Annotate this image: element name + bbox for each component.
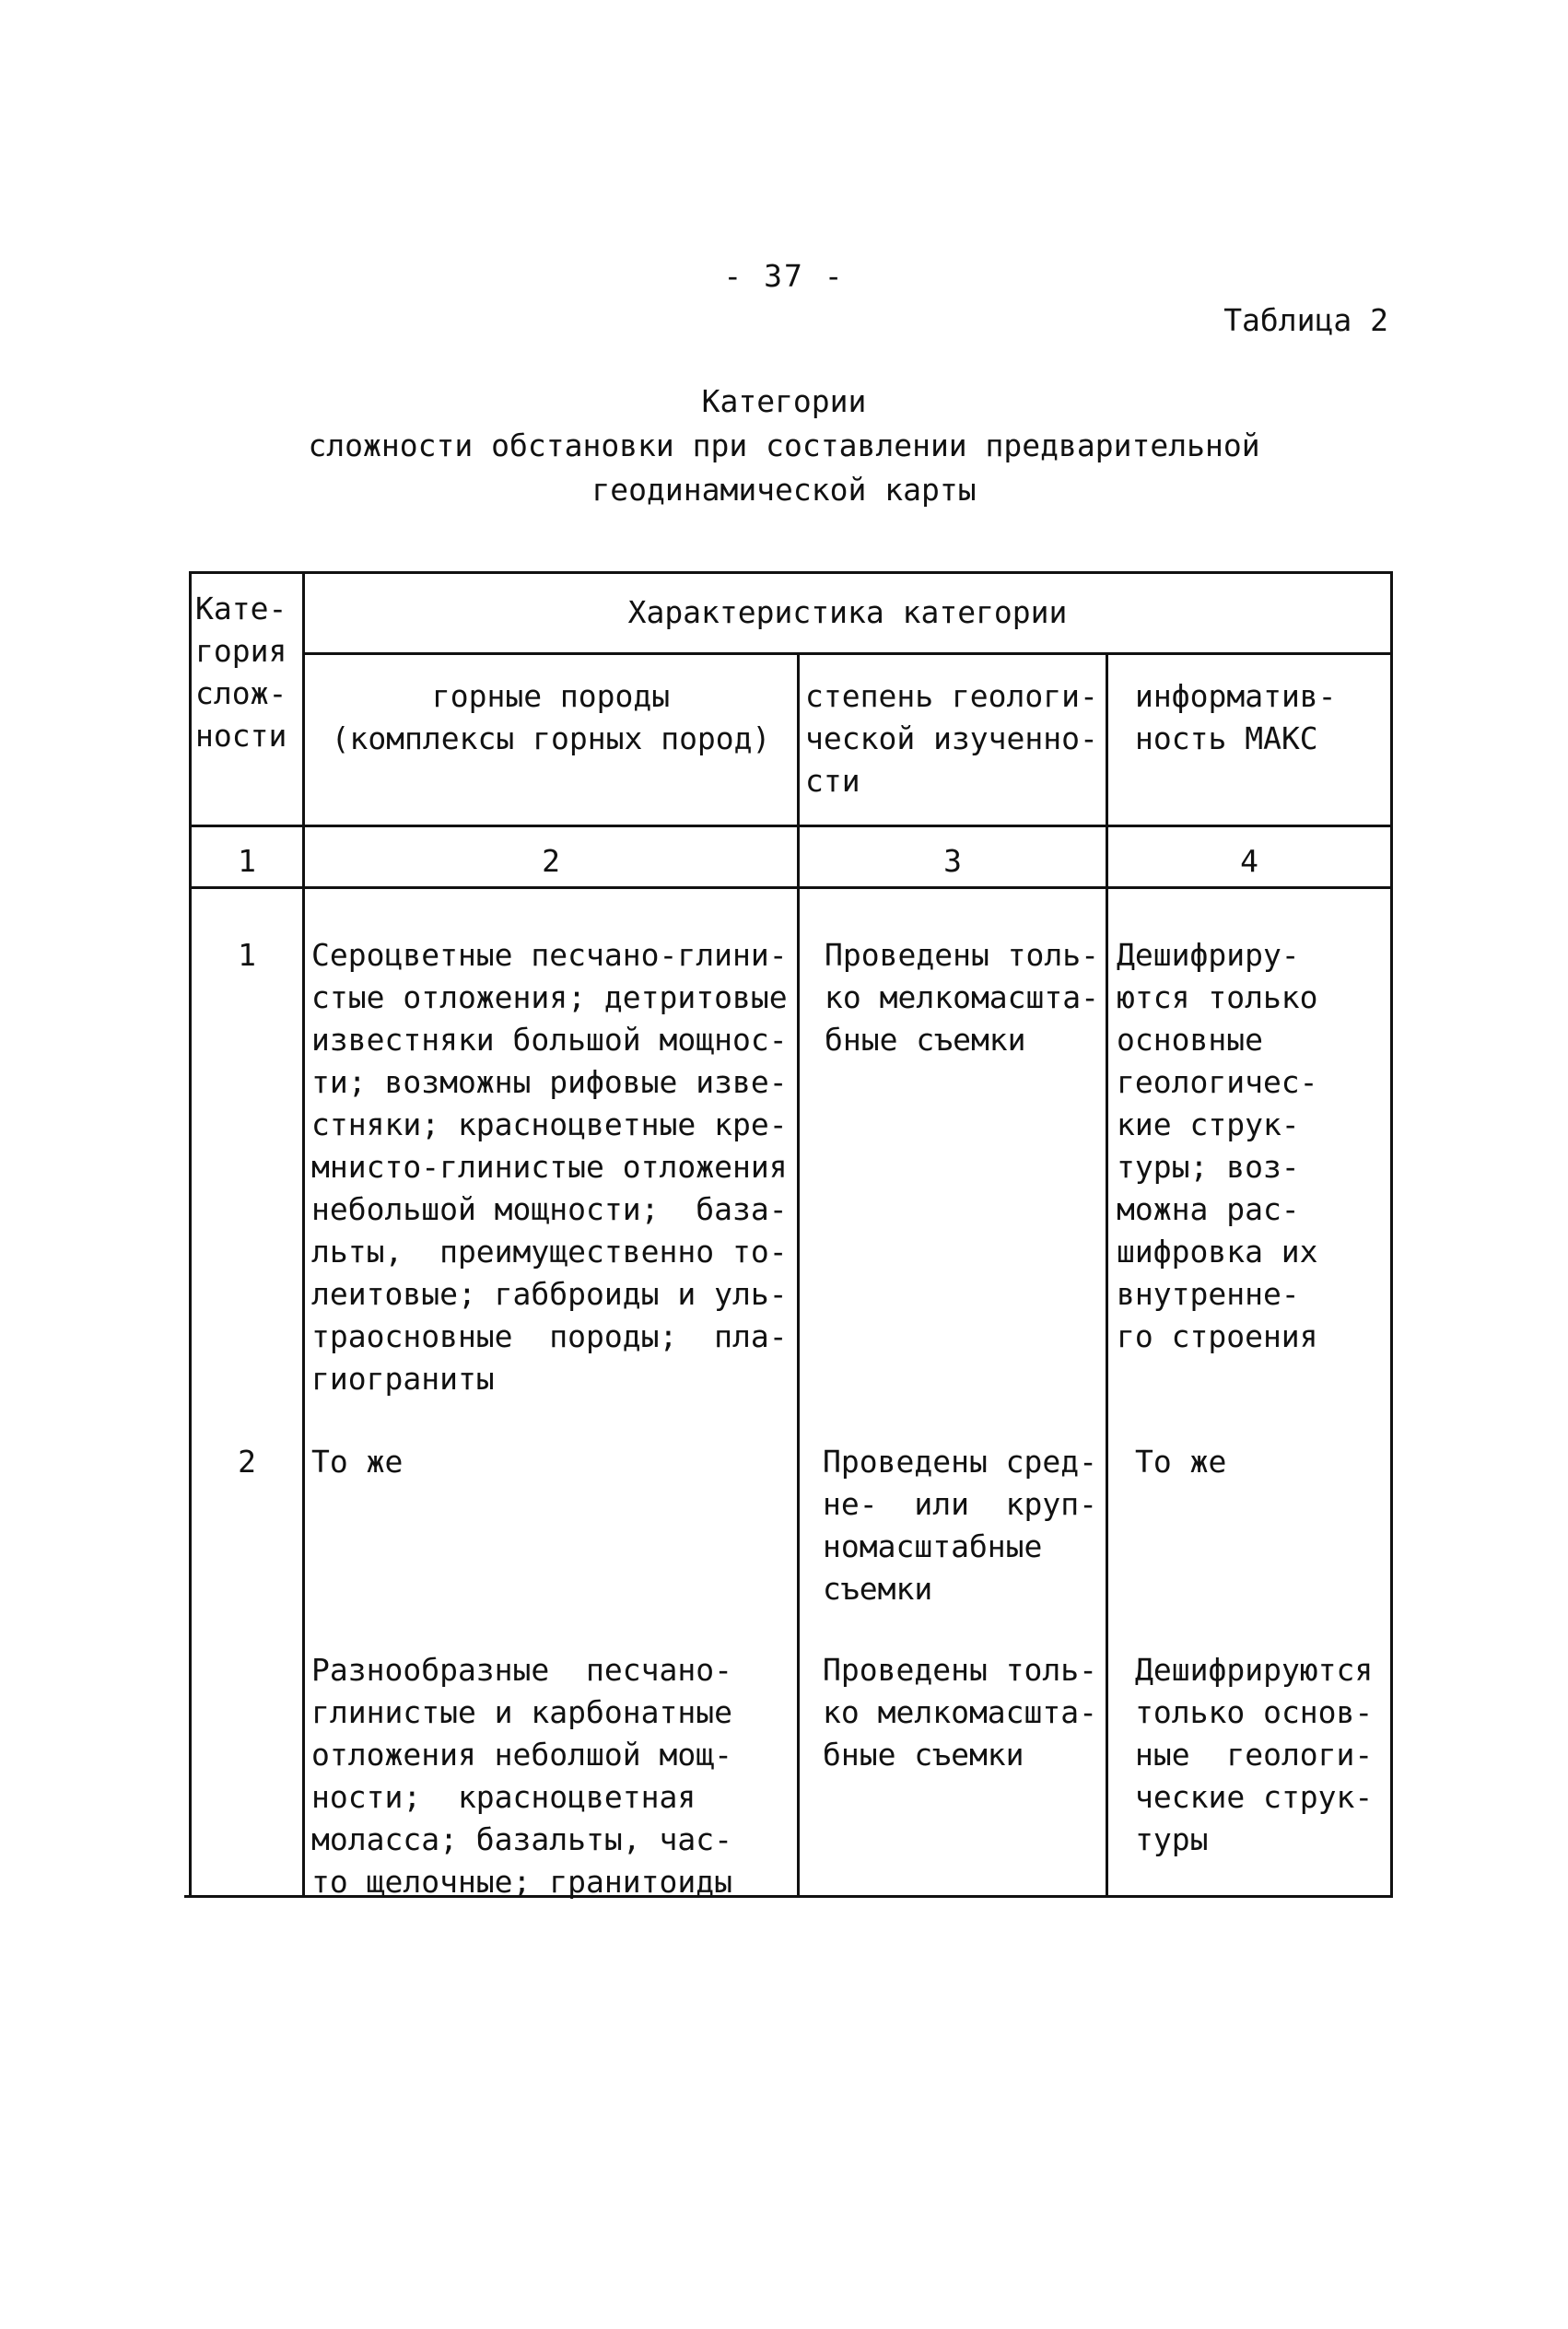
cell-line: Проведены толь-	[823, 1652, 1098, 1688]
header-text: слож-	[195, 675, 287, 711]
cell-line: ко мелкомасшта-	[825, 979, 1100, 1015]
cell-line: только основ-	[1135, 1694, 1374, 1730]
header-text: Характеристика категории	[627, 594, 1068, 630]
cell-line: отложения неболшой мощ-	[311, 1737, 732, 1773]
cell-line: можна рас-	[1117, 1191, 1300, 1227]
info-cell	[1135, 1441, 1390, 1483]
study-cell	[823, 1649, 1106, 1776]
column-number: 1	[238, 843, 256, 879]
col1-divider	[302, 571, 305, 1898]
header-category-cell	[195, 588, 300, 757]
cell-line: туры	[1135, 1821, 1209, 1857]
number-row-bottom-border	[189, 886, 1393, 889]
cell-line: гиограниты	[311, 1361, 495, 1397]
cell-line: ческие струк-	[1135, 1779, 1374, 1815]
header-text: ческой изученно-	[805, 720, 1098, 756]
cell-line: Сероцветные песчано-глини-	[311, 937, 788, 973]
cell-line: мнисто-глинистые отложения	[311, 1149, 788, 1185]
header-text: степень геологи-	[805, 678, 1098, 714]
header-group-divider	[302, 652, 1393, 655]
cell-line: геологичес-	[1117, 1064, 1318, 1100]
cell-line: моласса; базальты, час-	[311, 1821, 732, 1857]
category-cell: 1	[238, 937, 256, 973]
cell-line: кие струк-	[1117, 1106, 1300, 1142]
col2-divider	[797, 652, 800, 1898]
header-text: информатив-	[1135, 678, 1337, 714]
column-number: 3	[943, 843, 962, 879]
title-line: сложности обстановки при составлении предварительной	[308, 427, 1260, 463]
cell-line: го строения	[1117, 1318, 1318, 1354]
cell-line: номасштабные	[823, 1528, 1043, 1564]
header-text: сти	[805, 763, 860, 799]
rocks-cell	[311, 1649, 797, 1903]
cell-line: глинистые и карбонатные	[311, 1694, 732, 1730]
cell-line: стые отложения; детритовые	[311, 979, 788, 1015]
rocks-cell	[311, 1441, 797, 1483]
cell-line: основные	[1117, 1022, 1263, 1058]
cell-line: Дешифриру-	[1117, 937, 1300, 973]
title-line: геодинамической карты	[591, 472, 977, 508]
cell-line: стняки; красноцветные кре-	[311, 1106, 788, 1142]
cell-line: ти; возможны рифовые изве-	[311, 1064, 788, 1100]
header-rocks-cell	[305, 675, 797, 760]
cell-line: Проведены толь-	[825, 937, 1100, 973]
col3-divider	[1106, 652, 1108, 1898]
table-label: Таблица 2	[1223, 302, 1388, 338]
header-text: Кате-	[195, 591, 287, 626]
column-number: 4	[1240, 843, 1258, 879]
header-group-cell	[305, 591, 1390, 634]
info-cell	[1117, 934, 1390, 1358]
cell-line: льты, преимущественно то-	[311, 1234, 788, 1270]
cell-line: не- или круп-	[823, 1486, 1098, 1522]
cell-line: ко мелкомасшта-	[823, 1694, 1098, 1730]
cell-line: ные геологи-	[1135, 1737, 1374, 1773]
cell-line: бные съемки	[825, 1022, 1026, 1058]
table-title	[0, 380, 1568, 512]
cell-line: Дешифрируются	[1135, 1652, 1374, 1688]
cell-line: небольшой мощности; база-	[311, 1191, 788, 1227]
header-study-cell	[805, 675, 1106, 802]
cell-line: То же	[1135, 1444, 1227, 1480]
cell-line: Разнообразные песчано-	[311, 1652, 732, 1688]
cell-line: леитовые; габброиды и уль-	[311, 1276, 788, 1312]
title-line: Категории	[701, 383, 867, 419]
cell-line: известняки большой мощнос-	[311, 1022, 788, 1058]
cell-line: То же	[311, 1444, 404, 1480]
category-cell: 2	[238, 1444, 256, 1480]
study-cell	[825, 934, 1106, 1061]
header-text: (комплексы горных пород)	[331, 720, 771, 756]
page-number: - 37 -	[723, 258, 845, 294]
table-top-border	[189, 571, 1393, 574]
cell-line: бные съемки	[823, 1737, 1024, 1773]
cell-line: ются только	[1117, 979, 1318, 1015]
cell-line: траосновные породы; пла-	[311, 1318, 788, 1354]
header-text: ность МАКС	[1135, 720, 1318, 756]
study-cell	[823, 1441, 1106, 1610]
cell-line: съемки	[823, 1571, 933, 1607]
header-bottom-border	[189, 825, 1393, 827]
cell-line: ности; красноцветная	[311, 1779, 696, 1815]
info-cell	[1135, 1649, 1390, 1861]
header-info-cell	[1135, 675, 1390, 760]
table-left-border	[189, 571, 192, 1898]
cell-line: то щелочные; гранитоиды	[311, 1864, 732, 1900]
cell-line: внутренне-	[1117, 1276, 1300, 1312]
header-text: гория	[195, 633, 287, 669]
cell-line: Проведены сред-	[823, 1444, 1098, 1480]
header-text: ности	[195, 718, 287, 754]
cell-line: шифровка их	[1117, 1234, 1318, 1270]
column-number: 2	[542, 843, 560, 879]
cell-line: туры; воз-	[1117, 1149, 1300, 1185]
table-right-border	[1390, 571, 1393, 1898]
rocks-cell	[311, 934, 797, 1400]
header-text: горные породы	[431, 678, 671, 714]
